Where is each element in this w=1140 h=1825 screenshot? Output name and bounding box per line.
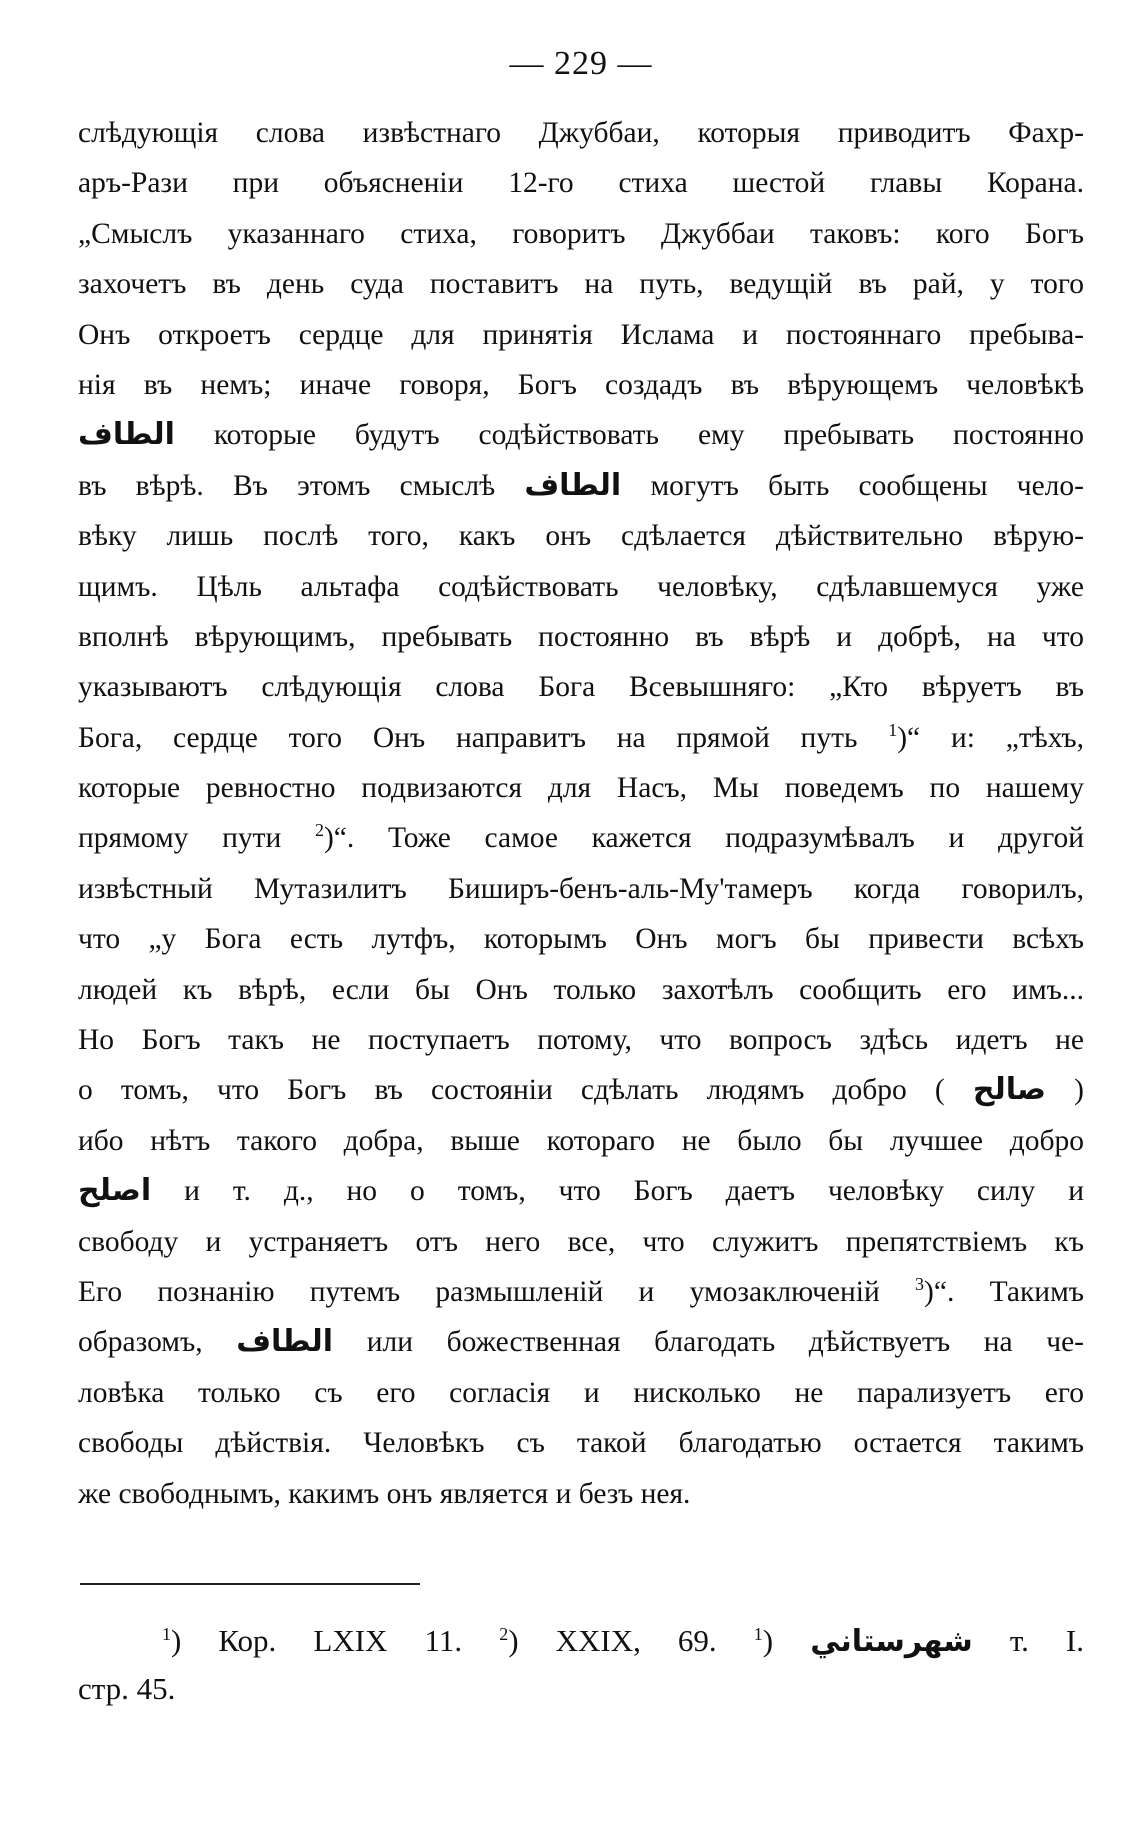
- arabic-term-aslah: اصلح: [78, 1173, 152, 1209]
- text-line: [78, 813, 1084, 863]
- text-line: [78, 461, 1084, 511]
- text-line: свободы дѣйствія. Человѣкъ съ такой благодатью остается такимъ: [78, 1427, 1084, 1460]
- arabic-term-salih: صالح: [972, 1072, 1047, 1108]
- text-line: щимъ. Цѣль альтафа содѣйствовать человѣку, сдѣлавшемуся уже: [78, 570, 1084, 603]
- text-line: что „у Бога есть лутфъ, которымъ Онъ могъ бы привести всѣхъ: [78, 923, 1084, 956]
- footnote-marker: 1: [162, 1623, 171, 1644]
- text-fragment: ): [1046, 1074, 1084, 1107]
- text-fragment: которые будутъ содѣйствовать ему пребывать постоянно: [174, 419, 1084, 452]
- footnote-line: [78, 1617, 1084, 1665]
- text-line: нія въ немъ; иначе говоря, Богъ создадъ въ вѣрующемъ человѣкѣ: [78, 368, 1084, 401]
- text-line: „Смыслъ указаннаго стиха, говоритъ Джуббаи таковъ: кого Богъ: [78, 217, 1084, 250]
- text-fragment: )“. Тоже самое кажется подразумѣвалъ и другой: [323, 822, 1084, 855]
- text-line: Онъ откроетъ сердце для принятія Ислама и постояннаго пребыва-: [78, 318, 1084, 351]
- text-fragment: )“. Такимъ: [924, 1275, 1084, 1308]
- arabic-term-altaf: الطاف: [236, 1324, 334, 1360]
- text-fragment: или божественная благодать дѣйствуетъ на че-: [333, 1326, 1084, 1359]
- footnote-text: ): [762, 1622, 811, 1658]
- text-line: ибо нѣтъ такого добра, выше котораго не было бы лучшее добро: [78, 1124, 1084, 1157]
- footnote-text: ) XXIX, 69.: [508, 1622, 754, 1658]
- text-line: [78, 713, 1084, 763]
- text-fragment: образомъ,: [78, 1326, 237, 1359]
- footnote-ref: 2: [314, 820, 324, 841]
- text-line: аръ-Рази при объясненіи 12-го стиха шестой главы Корана.: [78, 167, 1084, 200]
- text-line: вѣку лишь послѣ того, какъ онъ сдѣлается дѣйствительно вѣрую-: [78, 520, 1084, 553]
- arabic-term-altaf: الطاف: [524, 467, 622, 503]
- text-line: людей къ вѣрѣ, если бы Онъ только захотѣлъ сообщить его имъ...: [78, 973, 1084, 1006]
- text-line: указываютъ слѣдующія слова Бога Всевышняго: „Кто вѣруетъ въ: [78, 671, 1084, 704]
- text-line: захочетъ въ день суда поставитъ на путь, ведущій въ рай, у того: [78, 268, 1084, 301]
- text-line: [78, 410, 1084, 460]
- footnote-text: т. I.: [972, 1622, 1085, 1658]
- text-line: [78, 1065, 1084, 1115]
- footnote-ref: 3: [915, 1273, 925, 1294]
- text-line: которые ревностно подвизаются для Насъ, Мы поведемъ по нашему: [78, 772, 1084, 805]
- text-fragment: въ вѣрѣ. Въ этомъ смыслѣ: [78, 469, 525, 502]
- text-line: извѣстный Мутазилитъ Биширъ-бенъ-аль-Му'тамеръ когда говорилъ,: [78, 872, 1084, 905]
- footnote-ref: 1: [888, 719, 898, 740]
- body-text: [78, 108, 1084, 1519]
- text-line: [78, 1166, 1084, 1216]
- page-number: — 229 —: [509, 45, 653, 82]
- footnote-marker: 1: [753, 1623, 763, 1644]
- arabic-term-altaf: الطاف: [78, 417, 175, 453]
- text-line: свободу и устраняетъ отъ него все, что служитъ препятствіемъ къ: [78, 1225, 1084, 1258]
- text-line: же свободнымъ, какимъ онъ является и безъ нея.: [78, 1477, 691, 1510]
- footnote-line: стр. 45.: [78, 1670, 176, 1706]
- footnotes: [78, 1617, 1084, 1713]
- text-fragment: о томъ, что Богъ въ состояніи сдѣлать людямъ добро (: [78, 1074, 973, 1107]
- footnote-divider: [80, 1583, 420, 1585]
- text-fragment: могутъ быть сообщены чело-: [621, 469, 1084, 502]
- text-fragment: и т. д., но о томъ, что Богъ даетъ человѣку силу и: [151, 1175, 1084, 1208]
- text-line: слѣдующія слова извѣстнаго Джуббаи, которыя приводитъ Фахр-: [78, 117, 1084, 149]
- arabic-term-shahrastani: شهرستاني: [810, 1623, 973, 1659]
- footnote-text: ) Кор. LXIX 11.: [171, 1622, 500, 1658]
- text-line: [78, 1317, 1084, 1367]
- text-fragment: )“ и: „тѣхъ,: [897, 721, 1084, 754]
- text-fragment: Бога, сердце того Онъ направитъ на прямой путь: [78, 721, 889, 754]
- text-line: вполнѣ вѣрующимъ, пребывать постоянно въ вѣрѣ и добрѣ, на что: [78, 620, 1084, 653]
- text-line: ловѣка только съ его согласія и нисколько не парализуетъ его: [78, 1376, 1084, 1409]
- text-line: Но Богъ такъ не поступаетъ потому, что вопросъ здѣсь идетъ не: [78, 1024, 1084, 1057]
- text-fragment: Его познанію путемъ размышленій и умозаключеній: [78, 1275, 916, 1308]
- text-fragment: прямому пути: [78, 822, 315, 855]
- footnote-marker: 2: [499, 1623, 509, 1644]
- text-line: [78, 1267, 1084, 1317]
